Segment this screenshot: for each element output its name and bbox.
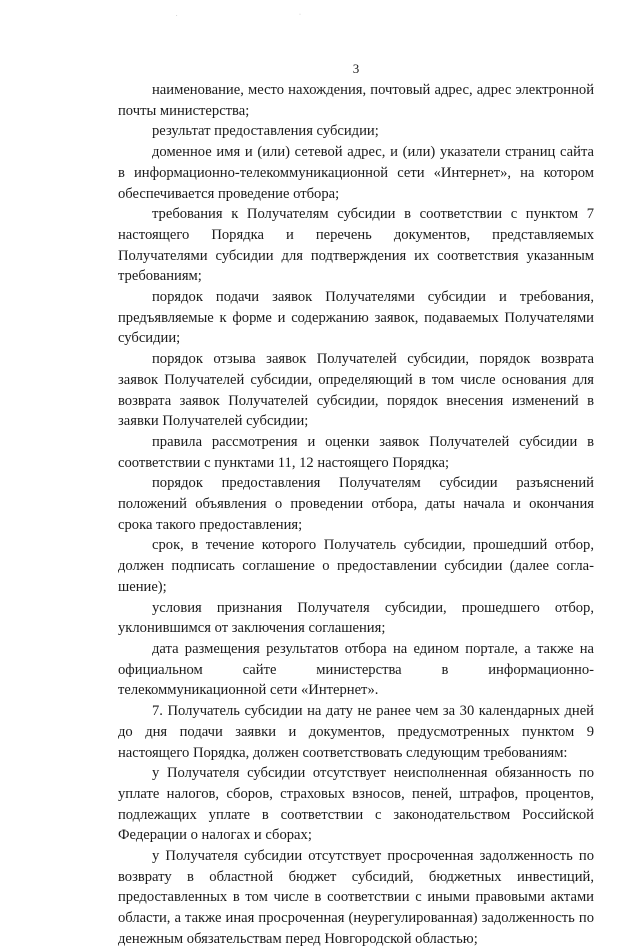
scan-marks: . · xyxy=(176,12,361,18)
paragraph-item-7: 7. Получатель субсидии на дату не ранее чем за 30 календарных дней до дня подачи заявки и документов, предусмотренных пунктом 9 настоящего Порядка, должен соответствовать следующим требованиям: xyxy=(118,703,594,761)
paragraph-no-tax-debt: у Получателя субсидии отсутствует неисполненная обязанность по уплате налогов, сборов, страховых взносов, пеней, штрафов, процентов, подлежащих уплате в соответствии с законодательством Российской Федерации о налогах и сборах; xyxy=(118,765,594,844)
paragraph-application-submission: порядок подачи заявок Получателями субсидии и требования, предъявляемые к форме и содержанию заявок, подаваемых Получателями субсидии; xyxy=(118,289,594,347)
paragraph-domain-name: доменное имя и (или) сетевой адрес, и (или) указатели страниц сайта в информационно-телекоммуникационной сети «Интернет», на котором обеспечивается проведение отбора; xyxy=(118,144,594,202)
paragraph-results-publication: дата размещения результатов отбора на едином портале, а также на официальном сайте министерства в информационно-телекоммуникационной сети «Интернет». xyxy=(118,640,594,699)
paragraph-clarifications: порядок предоставления Получателям субсидии разъяснений положений объявления о проведении отбора, даты начала и окончания срока такого предоставления; xyxy=(118,475,594,533)
paragraph-no-budget-debt: у Получателя субсидии отсутствует просроченная задолженность по возврату в областной бюджет субсидий, бюджетных инвестиций, предоставленных в том числе в соответствии с иными правовыми актами области, а также иная просроченная (неурегулированная) задолженность по денежным обязательствам перед Новгородской областью; xyxy=(118,848,594,947)
paragraph-evasion-conditions: условия признания Получателя субсидии, прошедшего отбор, уклонившимся от заключения соглашения; xyxy=(118,599,594,637)
paragraph-recipient-requirements: требования к Получателям субсидии в соответствии с пунктом 7 настоящего Порядка и перечень документов, представляемых Получателями субсидии для подтверждения их соответствия указанным требованиям; xyxy=(118,206,594,285)
paragraph-application-withdrawal: порядок отзыва заявок Получателей субсидии, порядок возврата заявок Получателей субсидии, определяющий в том числе основания для возврата заявок Получателей субсидии, порядок внесения изменений в заявки Получателей субсидии; xyxy=(118,351,594,430)
paragraph-ministry-info: наименование, место нахождения, почтовый адрес, адрес электронной почты министерства; xyxy=(118,82,594,119)
paragraph-review-rules: правила рассмотрения и оценки заявок Получателей субсидии в соответствии с пунктами 11, 12 настоящего Порядка; xyxy=(118,433,594,471)
page-number: 3 xyxy=(352,61,360,76)
paragraph-agreement-deadline: срок, в течение которого Получатель субсидии, прошедший отбор, должен подписать соглашение о предоставлении субсидии (далее соглашение); xyxy=(118,537,594,595)
document-body xyxy=(118,80,594,950)
paragraph-subsidy-result: результат предоставления субсидии; xyxy=(152,123,379,140)
